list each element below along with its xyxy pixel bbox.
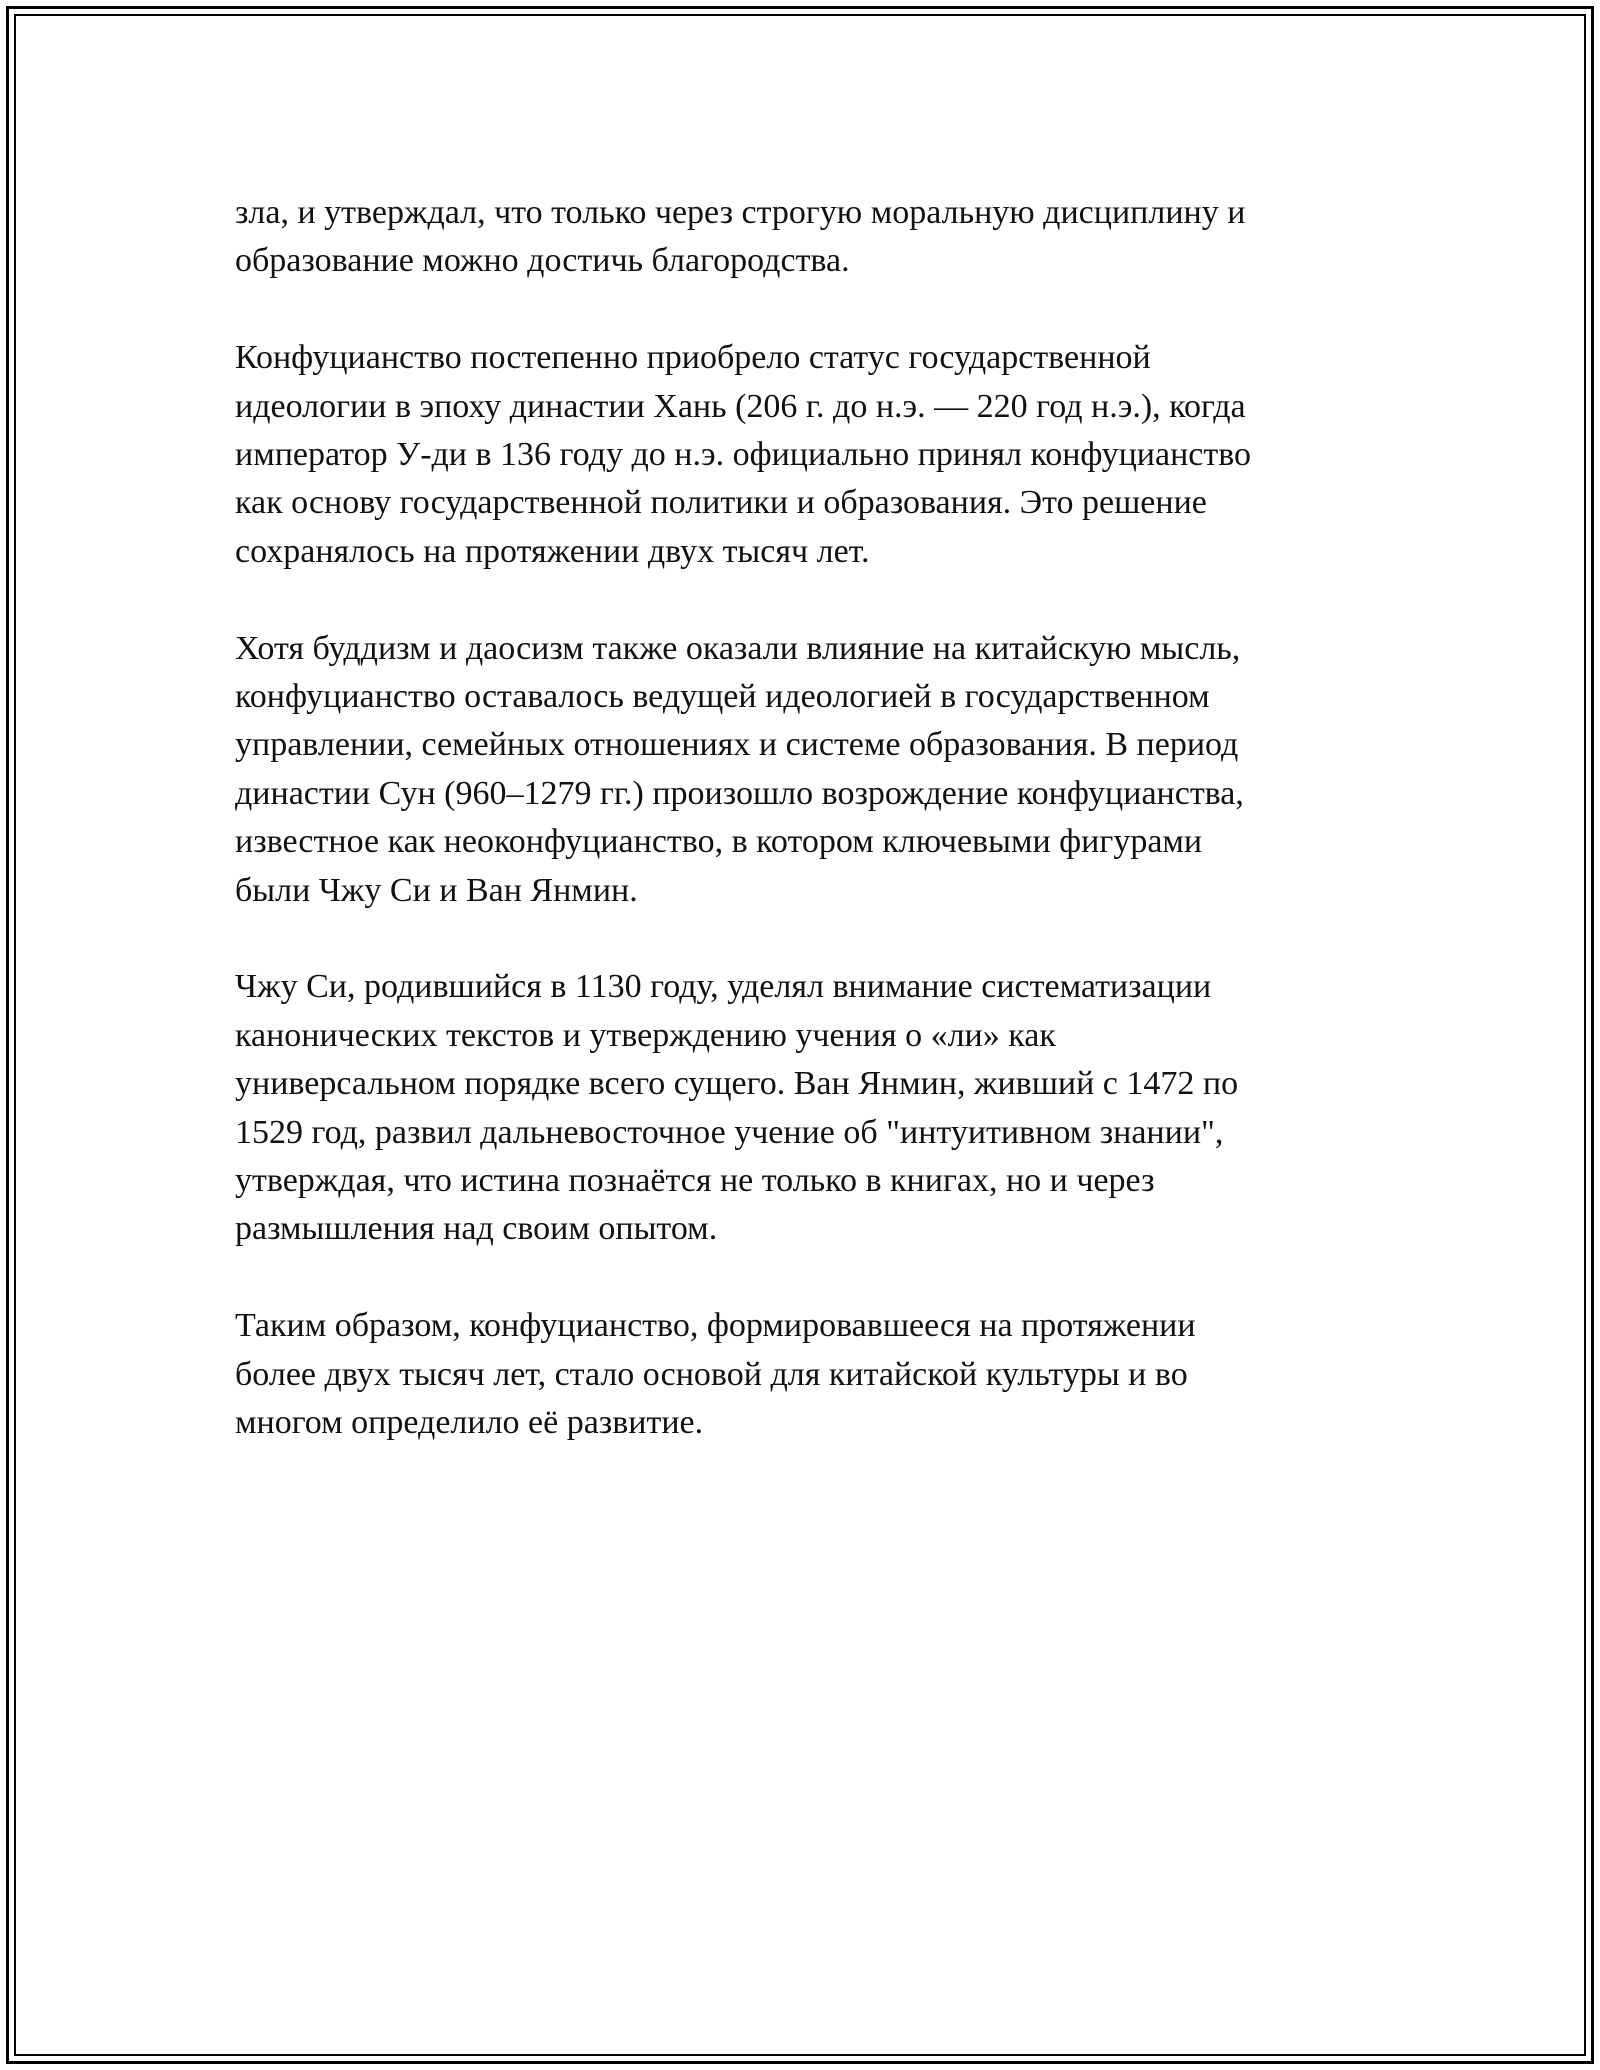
text-line: образование можно достичь благородства.	[235, 242, 850, 280]
text-line: известное как неоконфуцианство, в котором ключевыми фигурами	[235, 823, 1203, 861]
text-line: более двух тысяч лет, стало основой для китайской культуры и во	[235, 1355, 1188, 1393]
text-line: идеологии в эпоху династии Хань (206 г. до н.э. — 220 год н.э.), когда	[235, 387, 1246, 425]
paragraph-5	[235, 1302, 1365, 1447]
document-body	[235, 189, 1365, 1496]
paragraph-4	[235, 963, 1365, 1253]
text-line: император У-ди в 136 году до н.э. официально принял конфуцианство	[235, 436, 1252, 474]
text-line: Хотя буддизм и даосизм также оказали влияние на китайскую мысль,	[235, 629, 1241, 667]
text-line: были Чжу Си и Ван Янмин.	[235, 871, 638, 909]
text-line: зла, и утверждал, что только через строгую моральную дисциплину и	[235, 194, 1246, 231]
text-line: универсальном порядке всего сущего. Ван Янмин, живший с 1472 по	[235, 1065, 1239, 1103]
text-line: Чжу Си, родившийся в 1130 году, уделял внимание систематизации	[235, 968, 1212, 1006]
text-line: конфуцианство оставалось ведущей идеологией в государственном	[235, 678, 1210, 716]
text-line: сохранялось на протяжении двух тысяч лет.	[235, 532, 870, 570]
paragraph-1	[235, 189, 1365, 286]
text-line: канонических текстов и утверждению учения о «ли» как	[235, 1016, 1056, 1054]
text-line: 1529 год, развил дальневосточное учение об "интуитивном знании",	[235, 1113, 1224, 1151]
paragraph-3	[235, 625, 1365, 915]
paragraph-2	[235, 334, 1365, 576]
text-line: Таким образом, конфуцианство, формировавшееся на протяжении	[235, 1307, 1196, 1345]
text-line: управлении, семейных отношениях и системе образования. В период	[235, 726, 1239, 764]
text-line: размышления над своим опытом.	[235, 1210, 718, 1248]
text-line: династии Сун (960–1279 гг.) произошло возрождение конфуцианства,	[235, 774, 1244, 812]
text-line: Конфуцианство постепенно приобрело статус государственной	[235, 339, 1151, 377]
text-line: как основу государственной политики и образования. Это решение	[235, 484, 1207, 522]
text-line: утверждая, что истина познаётся не только в книгах, но и через	[235, 1162, 1155, 1200]
text-line: многом определило её развитие.	[235, 1404, 704, 1442]
